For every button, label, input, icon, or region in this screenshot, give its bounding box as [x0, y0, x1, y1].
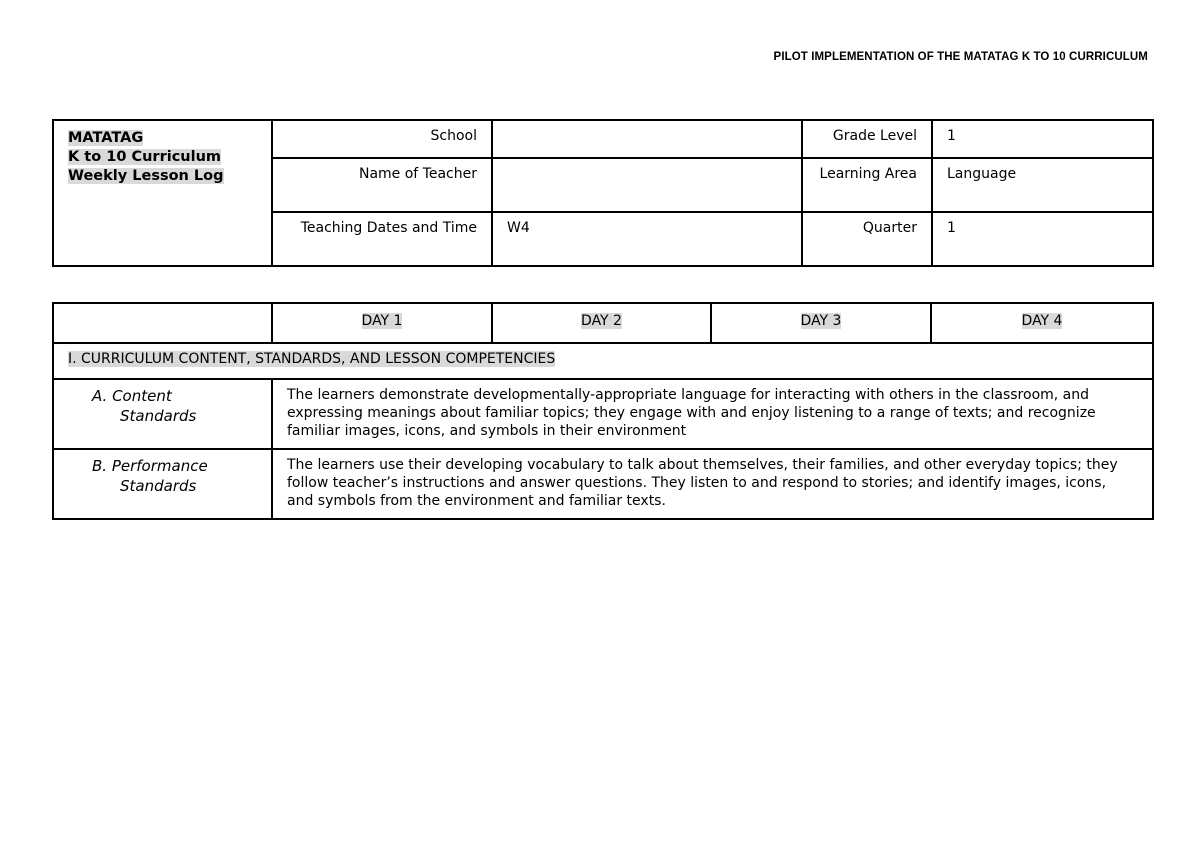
running-header: PILOT IMPLEMENTATION OF THE MATATAG K TO 10 CURRICULUM [773, 51, 1148, 63]
lesson-plan-table [52, 302, 1154, 520]
performance-standards-label [53, 449, 272, 519]
school-value[interactable] [492, 120, 802, 158]
day-label-3: DAY 3 [800, 313, 842, 329]
log-title-cell [53, 120, 272, 266]
learning-area-value[interactable]: Language [932, 158, 1153, 212]
section-heading-cell [53, 343, 1153, 379]
grade-level-label: Grade Level [802, 120, 932, 158]
log-title-line2: K to 10 Curriculum [68, 149, 222, 165]
learning-area-label: Learning Area [802, 158, 932, 212]
day-header-2 [492, 303, 711, 343]
section-heading: I. CURRICULUM CONTENT, STANDARDS, AND LESSON COMPETENCIES [68, 351, 556, 367]
quarter-value[interactable]: 1 [932, 212, 1153, 266]
teacher-value[interactable] [492, 158, 802, 212]
performance-standards-label-line1: B. Performance [92, 457, 208, 475]
day-header-4 [931, 303, 1153, 343]
day-header-1 [272, 303, 492, 343]
day-header-3 [711, 303, 931, 343]
day-label-4: DAY 4 [1021, 313, 1063, 329]
school-label: School [272, 120, 492, 158]
content-standards-text: The learners demonstrate developmentally-appropriate language for interacting with others in the classroom, and expressing meanings about familiar topics; they engage with and enjoy listening to a range of texts; and recognize familiar images, icons, and symbols in their environment [272, 379, 1153, 449]
performance-standards-text: The learners use their developing vocabulary to talk about themselves, their families, and other everyday topics; they follow teacher’s instructions and answer questions. They listen to and respond to stories; and identify images, icons, and symbols from the environment and familiar texts. [272, 449, 1153, 519]
content-standards-label [53, 379, 272, 449]
content-standards-label-line1: A. Content [92, 387, 172, 405]
teacher-label: Name of Teacher [272, 158, 492, 212]
content-standards-label-line2: Standards [120, 407, 197, 425]
teaching-dates-label: Teaching Dates and Time [272, 212, 492, 266]
days-corner-cell [53, 303, 272, 343]
day-label-1: DAY 1 [361, 313, 403, 329]
day-label-2: DAY 2 [581, 313, 622, 329]
log-title-line1: MATATAG [68, 130, 144, 146]
quarter-label: Quarter [802, 212, 932, 266]
teaching-dates-value[interactable]: W4 [492, 212, 802, 266]
lesson-log-info-table [52, 119, 1154, 267]
grade-level-value[interactable]: 1 [932, 120, 1153, 158]
log-title-line3: Weekly Lesson Log [68, 168, 224, 184]
performance-standards-label-line2: Standards [120, 477, 197, 495]
